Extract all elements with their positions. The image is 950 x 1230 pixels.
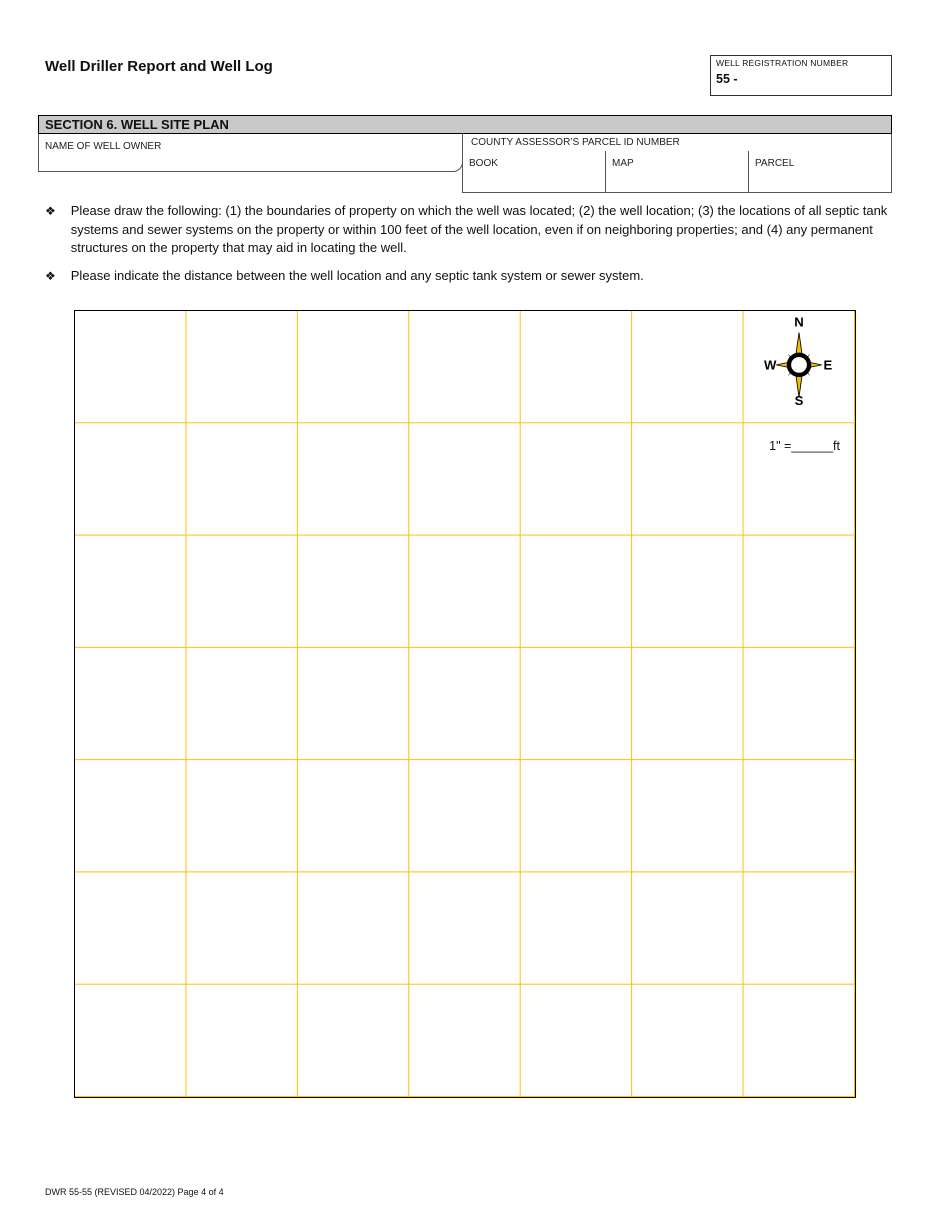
map-field[interactable]: [605, 151, 748, 192]
instructions-list: [45, 202, 893, 285]
well-registration-value[interactable]: 55 -: [716, 72, 738, 86]
bullet-icon: ❖: [45, 268, 56, 283]
section-6-header: SECTION 6. WELL SITE PLAN: [38, 115, 892, 134]
form-title: Well Driller Report and Well Log: [45, 58, 273, 75]
parcel-field[interactable]: [748, 151, 891, 192]
instruction-item-draw: [45, 202, 893, 258]
well-registration-box[interactable]: [710, 55, 892, 96]
parcel-label: PARCEL: [755, 158, 795, 169]
parcel-id-cells: [463, 151, 891, 192]
site-plan-grid[interactable]: [74, 310, 856, 1098]
compass-east-label: E: [823, 357, 833, 373]
form-footer: DWR 55-55 (REVISED 04/2022) Page 4 of 4: [45, 1187, 224, 1197]
compass-west-label: W: [764, 357, 777, 373]
map-label: MAP: [612, 158, 634, 169]
parcel-id-label: COUNTY ASSESSOR’S PARCEL ID NUMBER: [471, 137, 680, 148]
bullet-icon: ❖: [45, 204, 56, 218]
book-field[interactable]: [463, 151, 605, 192]
compass-north-label: N: [794, 315, 804, 330]
well-owner-label: NAME OF WELL OWNER: [45, 141, 162, 152]
compass-south-label: S: [794, 393, 804, 406]
instruction-item-distance: [45, 267, 893, 286]
compass-rose-icon: [764, 315, 834, 406]
book-label: BOOK: [469, 158, 498, 169]
scale-field[interactable]: 1" =______ft: [769, 439, 840, 453]
instruction-text: Please draw the following: (1) the boundaries of property on which the well was located; (2) the well location; (3) the locations of all septic tank systems and sewer systems on the property or within 100 feet of the well location, even if on neighboring properties; and (4) any permanent structures on the property that may aid in locating the well.: [70, 203, 888, 255]
well-owner-field[interactable]: [38, 134, 463, 172]
well-registration-label: WELL REGISTRATION NUMBER: [716, 58, 849, 68]
parcel-id-box: [462, 134, 892, 193]
instruction-text: Please indicate the distance between the well location and any septic tank system or sewer system.: [70, 267, 644, 283]
